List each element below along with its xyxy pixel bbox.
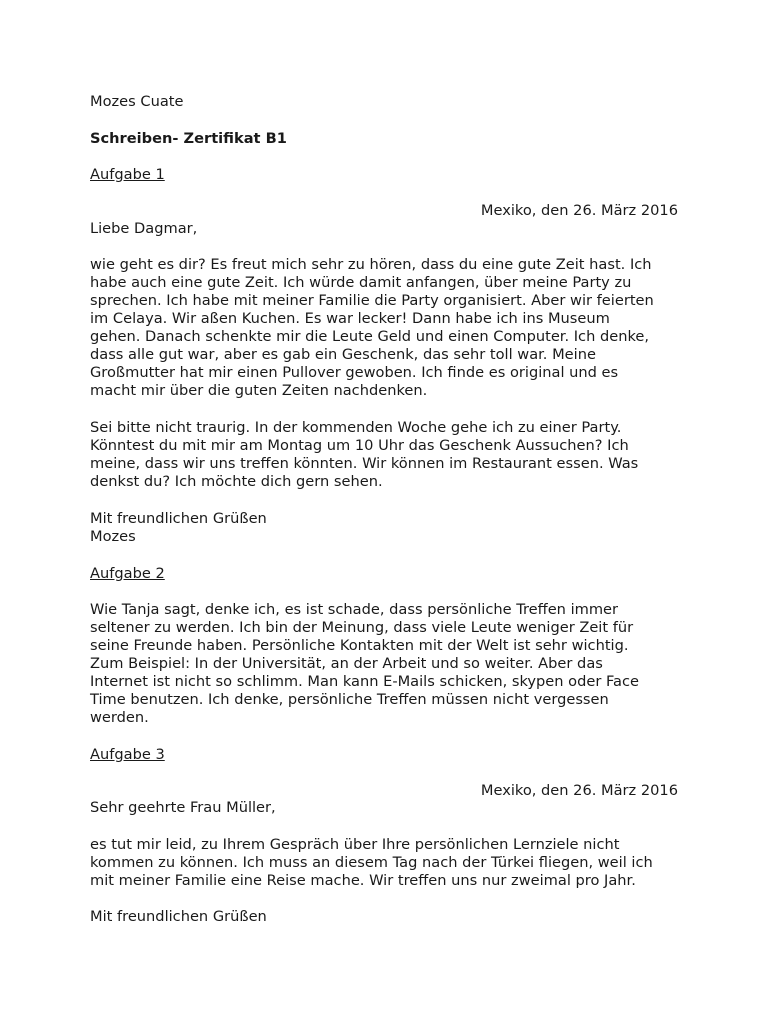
- text-line: wie geht es dir? Es freut mich sehr zu hören, dass du eine gute Zeit hast. Ich: [90, 256, 652, 273]
- text-line: sprechen. Ich habe mit meiner Familie die Party organisiert. Aber wir feierten: [90, 292, 654, 309]
- text-line: dass alle gut war, aber es gab ein Geschenk, das sehr toll war. Meine: [90, 346, 596, 363]
- task3-date: Mexiko, den 26. März 2016: [480, 782, 678, 799]
- text-line: Wie Tanja sagt, denke ich, es ist schade, dass persönliche Treffen immer: [90, 601, 619, 618]
- text-line: mit meiner Familie eine Reise mache. Wir treffen uns nur zweimal pro Jahr.: [90, 872, 636, 889]
- task3-paragraph: [90, 836, 690, 890]
- task1-greeting: Liebe Dagmar,: [90, 220, 198, 237]
- text-line: meine, dass wir uns treffen könnten. Wir können im Restaurant essen. Was: [90, 455, 639, 472]
- task2-paragraph: [90, 601, 690, 727]
- task1-date: Mexiko, den 26. März 2016: [480, 202, 678, 219]
- task1-signature: Mozes: [90, 528, 136, 545]
- text-line: gehen. Danach schenkte mir die Leute Geld und einen Computer. Ich denke,: [90, 328, 650, 345]
- text-line: Sei bitte nicht traurig. In der kommenden Woche gehe ich zu einer Party.: [90, 419, 622, 436]
- text-line: Time benutzen. Ich denke, persönliche Treffen müssen nicht vergessen: [90, 691, 609, 708]
- task1-paragraph-1: [90, 256, 690, 400]
- text-line: seine Freunde haben. Persönliche Kontakten mit der Welt ist sehr wichtig.: [90, 637, 629, 654]
- document-title: Schreiben- Zertifikat B1: [90, 130, 287, 147]
- text-line: im Celaya. Wir aßen Kuchen. Es war lecker! Dann habe ich ins Museum: [90, 310, 610, 327]
- text-line: Internet ist nicht so schlimm. Man kann E-Mails schicken, skypen oder Face: [90, 673, 639, 690]
- task2-heading: Aufgabe 2: [90, 565, 165, 582]
- text-line: es tut mir leid, zu Ihrem Gespräch über Ihre persönlichen Lernziele nicht: [90, 836, 620, 853]
- text-line: Zum Beispiel: In der Universität, an der Arbeit und so weiter. Aber das: [90, 655, 603, 672]
- text-line: Großmutter hat mir einen Pullover gewoben. Ich finde es original und es: [90, 364, 619, 381]
- text-line: macht mir über die guten Zeiten nachdenken.: [90, 382, 428, 399]
- text-line: kommen zu können. Ich muss an diesem Tag nach der Türkei fliegen, weil ich: [90, 854, 653, 871]
- text-line: seltener zu werden. Ich bin der Meinung, dass viele Leute weniger Zeit für: [90, 619, 634, 636]
- task1-paragraph-2: [90, 419, 690, 491]
- task1-closing: Mit freundlichen Grüßen: [90, 510, 267, 527]
- text-line: denkst du? Ich möchte dich gern sehen.: [90, 473, 383, 490]
- task3-greeting: Sehr geehrte Frau Müller,: [90, 799, 276, 816]
- text-line: werden.: [90, 709, 149, 726]
- text-line: habe auch eine gute Zeit. Ich würde damit anfangen, über meine Party zu: [90, 274, 632, 291]
- text-line: Könntest du mit mir am Montag um 10 Uhr das Geschenk Aussuchen? Ich: [90, 437, 629, 454]
- task3-closing: Mit freundlichen Grüßen: [90, 908, 267, 925]
- task3-heading: Aufgabe 3: [90, 746, 165, 763]
- author-name: Mozes Cuate: [90, 93, 184, 110]
- task1-heading: Aufgabe 1: [90, 166, 165, 183]
